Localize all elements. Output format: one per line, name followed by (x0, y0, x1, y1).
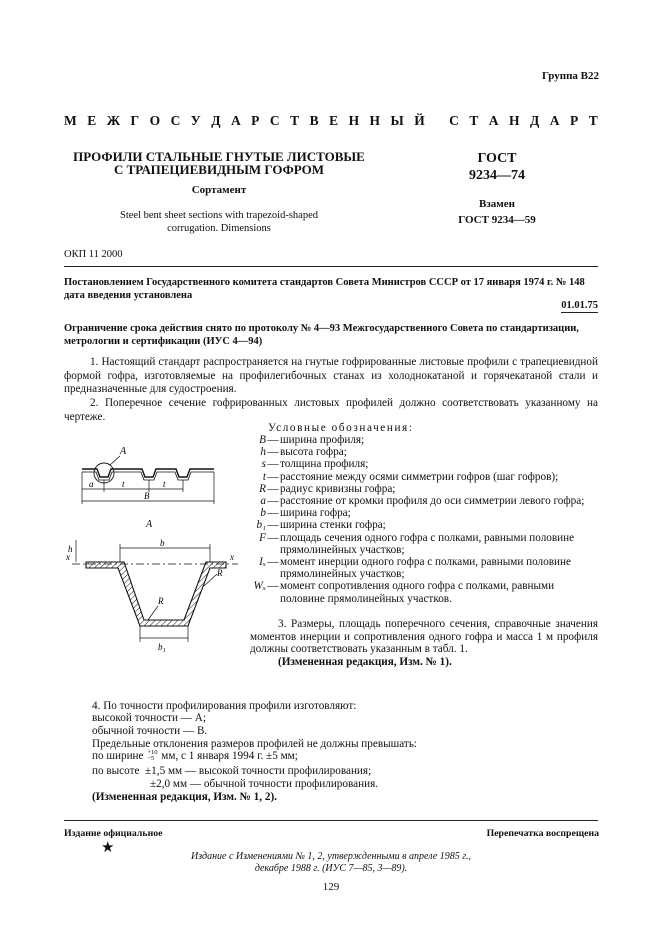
paragraph-3-change: (Измененная редакция, Изм. № 1). (278, 656, 452, 668)
legend-item (250, 556, 600, 580)
divider-top (64, 266, 598, 267)
legend-item (250, 446, 600, 458)
english-title (70, 209, 368, 235)
banner-letter: Т (588, 113, 598, 128)
replaces-block (442, 196, 552, 228)
overview-label-a: a (89, 479, 94, 489)
paragraph-1: 1. Настоящий стандарт распространяется на гнутые гофрированные листовые профили с трапециевидной формой гофра, изготовляемые на профилегибочных станах из холоднокатаной и горячекатаной стали и предназначенные для судостроения. (64, 356, 598, 396)
legend-text: площадь сечения одного гофра с полками, равными половине прямолинейных участков; (280, 531, 575, 556)
legend-symbol: Iₓ (259, 556, 266, 569)
legend-dash: — (267, 507, 279, 520)
detail-title: A (146, 519, 153, 530)
banner-letter: Р (569, 113, 579, 128)
limitation-note: Ограничение срока действия снято по протоколу № 4—93 Межгосударственного Совета по стандартизации, метрологии и сертификации (ИУС 4—94) (64, 323, 579, 347)
gost-designation (442, 150, 552, 184)
legend-dash: — (267, 531, 279, 544)
legend-symbol: a (260, 495, 266, 508)
width-prefix: по ширине (92, 750, 144, 762)
overview-label-a-detail: A (120, 446, 127, 457)
legend-text: радиус кривизны гофра; (280, 482, 396, 495)
edition-note-line-1: Издание с Изменениями № 1, 2, утвержденными в апреле 1985 г., (191, 851, 471, 862)
banner-letter: Й (414, 113, 425, 128)
legend-text: высота гофра; (280, 446, 347, 459)
okp-code: ОКП 11 2000 (64, 249, 123, 260)
gost-label: ГОСТ (477, 151, 517, 166)
decree-text: Постановлением Государственного комитета стандартов Совета Министров СССР от 17 января 1974 г. № 148 дата введения установлена (64, 277, 585, 301)
edition-note-line-2: декабре 1988 г. (ИУС 7—85, 3—89). (254, 862, 408, 874)
overview-profile (82, 469, 214, 480)
legend-text: расстояние от кромки профиля до оси симметрии левого гофра; (280, 495, 585, 508)
detail-label-x-left: x (66, 552, 70, 562)
banner-letter: В (309, 113, 319, 128)
banner-letter: У (190, 113, 201, 128)
effective-date: 01.01.75 (561, 300, 598, 311)
legend-dash: — (267, 482, 279, 495)
legend-symbol: b (260, 507, 266, 520)
detail-label-R-outer: R (217, 568, 223, 578)
banner-letter: Д (211, 113, 221, 128)
legend-title: Условные обозначения: (268, 422, 414, 434)
legend-dash: — (267, 495, 279, 508)
accuracy-normal: обычной точности — В. (92, 725, 208, 737)
legend-dash: — (267, 434, 279, 446)
edition-note (64, 851, 598, 874)
section-4-intro: 4. По точности профилирования профили изготовляют: (92, 700, 357, 712)
legend-symbol: t (262, 470, 266, 483)
banner-letter: С (170, 113, 181, 128)
banner-letter: Н (509, 113, 520, 128)
legend-text: ширина гофра; (280, 507, 351, 520)
banner-letter: Д (530, 113, 540, 128)
width-tolerance-stack (147, 750, 157, 762)
banner-letter: А (230, 113, 241, 128)
legend-item (250, 434, 600, 446)
star-icon: ★ (101, 840, 115, 856)
legend-item (250, 458, 600, 470)
legend-item (250, 519, 600, 531)
paragraph-2: 2. Поперечное сечение гофрированных листовых профилей должно соответствовать указанному на чертеже. (64, 397, 598, 423)
banner-letter: С (269, 113, 280, 128)
banner-letter: Н (348, 113, 360, 128)
legend-symbol: B (259, 434, 266, 446)
height-prefix: по высоте (92, 765, 140, 777)
legend-dash: — (267, 519, 279, 532)
legend-text: ширина стенки гофра; (280, 519, 386, 532)
banner-letter: Е (329, 113, 339, 128)
banner-gap (435, 113, 438, 129)
legend-item (250, 507, 600, 519)
height-tolerance-1 (92, 765, 371, 777)
width-tol-minus: −5 (147, 755, 155, 763)
banner-letter: А (488, 113, 499, 128)
height-line-1: ±1,5 мм — высокой точности профилирования; (145, 765, 372, 777)
paragraph-3: 3. Размеры, площадь поперечного сечения, справочные значения моментов инерции и сопротивления одного гофра и масса 1 м профиля должны соответствовать указанным в табл. 1. (250, 618, 598, 656)
divider-bottom (64, 820, 598, 821)
accuracy-high: высокой точности — А; (92, 712, 206, 724)
banner-letter: Ы (390, 113, 404, 128)
legend-dash: — (267, 470, 279, 483)
legend-dash: — (267, 458, 279, 471)
banner-letter: А (549, 113, 560, 128)
legend-dash: — (267, 556, 279, 569)
overview-label-B: B (144, 491, 150, 501)
english-title-line-2: corrugation. Dimensions (167, 223, 271, 234)
banner-letter: Г (130, 113, 140, 128)
overview-label-t1: t (122, 479, 125, 489)
width-suffix: мм, с 1 января 1994 г. ±5 мм; (161, 750, 298, 762)
legend-text: расстояние между осями симметрии гофров (шаг гофров); (280, 470, 559, 483)
document-title (70, 150, 368, 176)
group-code: Группа В22 (541, 70, 599, 82)
section-4-change: (Измененная редакция, Изм. № 1, 2). (92, 791, 277, 803)
edition-label: Издание официальное (64, 828, 163, 839)
legend-item (250, 483, 600, 495)
legend-symbol: s (261, 458, 266, 471)
banner-letter: Т (290, 113, 300, 128)
legend-item (250, 495, 600, 507)
banner-letter: Е (87, 113, 97, 128)
detail-label-b: b (160, 538, 165, 548)
banner-letter: С (449, 113, 459, 128)
reprint-notice: Перепечатка воспрещена (486, 828, 599, 839)
deviations-intro: Предельные отклонения размеров профилей не должны превышать: (92, 738, 418, 750)
legend-text: момент инерции одного гофра с полками, равными половине прямолинейных участков; (280, 556, 571, 581)
banner-letter: Н (369, 113, 381, 128)
legend-symbol: F (259, 531, 266, 544)
title-line-2: С ТРАПЕЦИЕВИДНЫМ ГОФРОМ (113, 162, 325, 177)
legend-symbol: h (260, 446, 266, 459)
corrugation-section (86, 562, 226, 626)
width-tolerance (92, 750, 298, 762)
legend-text: ширина профиля; (280, 434, 365, 446)
replaces-label: Взамен (479, 198, 515, 210)
legend-text: толщина профиля; (280, 458, 369, 471)
legend-text: момент сопротивления одного гофра с полками, равными половине прямолинейных участков. (280, 580, 555, 605)
banner-letter: Ж (106, 113, 121, 128)
gost-number: 9234—74 (469, 168, 525, 183)
legend-dash: — (267, 446, 279, 459)
detail-label-h: h (68, 544, 73, 554)
banner-letter: М (64, 113, 77, 128)
standard-banner (64, 113, 598, 129)
legend-symbol: Wₓ (253, 580, 266, 593)
title-line-1: ПРОФИЛИ СТАЛЬНЫЕ ГНУТЫЕ ЛИСТОВЫЕ (73, 149, 365, 164)
banner-letter: Т (469, 113, 479, 128)
width-tol-plus: +10 (147, 749, 158, 757)
english-title-line-1: Steel bent sheet sections with trapezoid-shaped (120, 210, 318, 221)
banner-letter: О (149, 113, 161, 128)
height-tolerance-2: ±2,0 мм — обычной точности профилирования. (150, 778, 379, 790)
replaces-value: ГОСТ 9234—59 (458, 214, 536, 226)
document-subtitle: Сортамент (191, 184, 247, 196)
legend-item (250, 532, 600, 556)
legend-list (250, 434, 600, 605)
page-number: 129 (322, 881, 340, 893)
legend-item (250, 580, 600, 604)
detail-label-R-inner: R (158, 596, 164, 606)
detail-label-b1: b₁ (158, 642, 166, 652)
cross-section-drawing (62, 436, 252, 658)
legend-symbol: R (259, 482, 266, 495)
detail-label-x-right: x (230, 552, 234, 562)
legend-item (250, 471, 600, 483)
overview-label-t2: t (163, 479, 166, 489)
banner-letter: Р (251, 113, 260, 128)
legend-dash: — (267, 580, 279, 593)
legend-symbol: b₁ (256, 519, 266, 532)
